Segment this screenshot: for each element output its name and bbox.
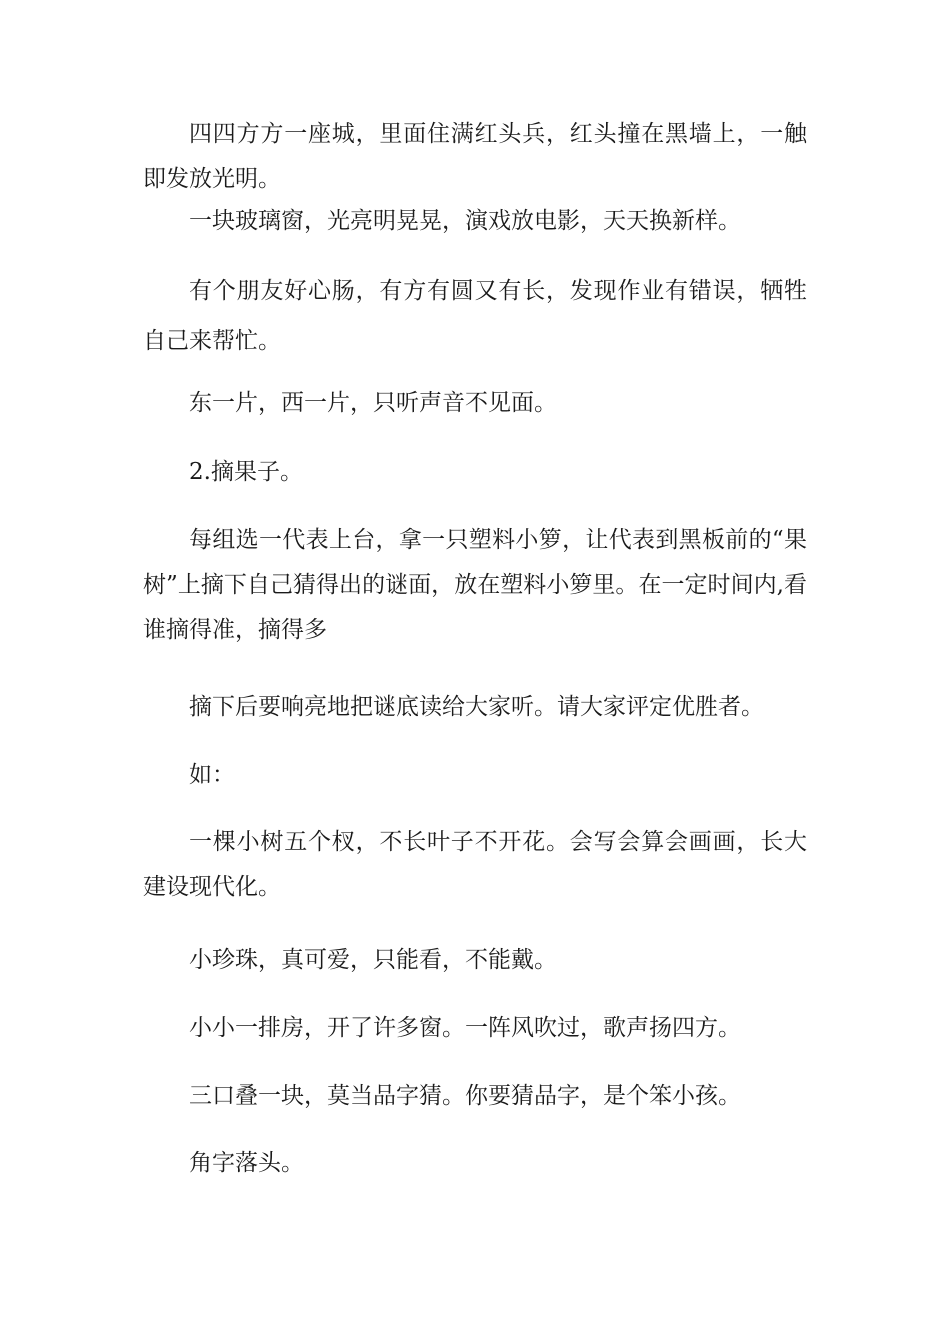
paragraph-riddle-pearl: 小珍珠，真可爱，只能看，不能戴。 — [189, 947, 557, 973]
paragraph-riddle-last: 角字落头。 — [189, 1150, 304, 1176]
paragraph-riddle-match: 四四方方一座城，里面住满红头兵，红头撞在黑墙上，一触即发放光明。 — [143, 121, 807, 192]
paragraph-game-instructions: 每组选一代表上台，拿一只塑料小箩，让代表到黑板前的“果树”上摘下自己猜得出的谜面，放在塑料小箩里。在一定时间内,看谁摘得准，摘得多 — [143, 527, 807, 643]
paragraph-riddle-eraser: 有个朋友好心肠，有方有圆又有长，发现作业有错误，牺牲自己来帮忙。 — [143, 278, 807, 354]
paragraph-riddle-pencil: 一棵小树五个杈，不长叶子不开花。会写会算会画画，长大建设现代化。 — [143, 829, 807, 900]
paragraph-riddle-tv: 一块玻璃窗，光亮明晃晃，演戏放电影，天天换新样。 — [189, 208, 741, 234]
paragraph-game-evaluation: 摘下后要响亮地把谜底读给大家听。请大家评定优胜者。 — [189, 694, 764, 720]
paragraph-example-label: 如： — [189, 762, 235, 788]
paragraph-riddle-sound: 东一片，西一片，只听声音不见面。 — [189, 390, 557, 416]
paragraph-section-heading: 2.摘果子。 — [189, 459, 303, 485]
paragraph-riddle-character: 三口叠一块，莫当品字猜。你要猜品字，是个笨小孩。 — [189, 1083, 741, 1109]
paragraph-riddle-harmonica: 小小一排房，开了许多窗。一阵风吹过，歌声扬四方。 — [189, 1015, 741, 1041]
